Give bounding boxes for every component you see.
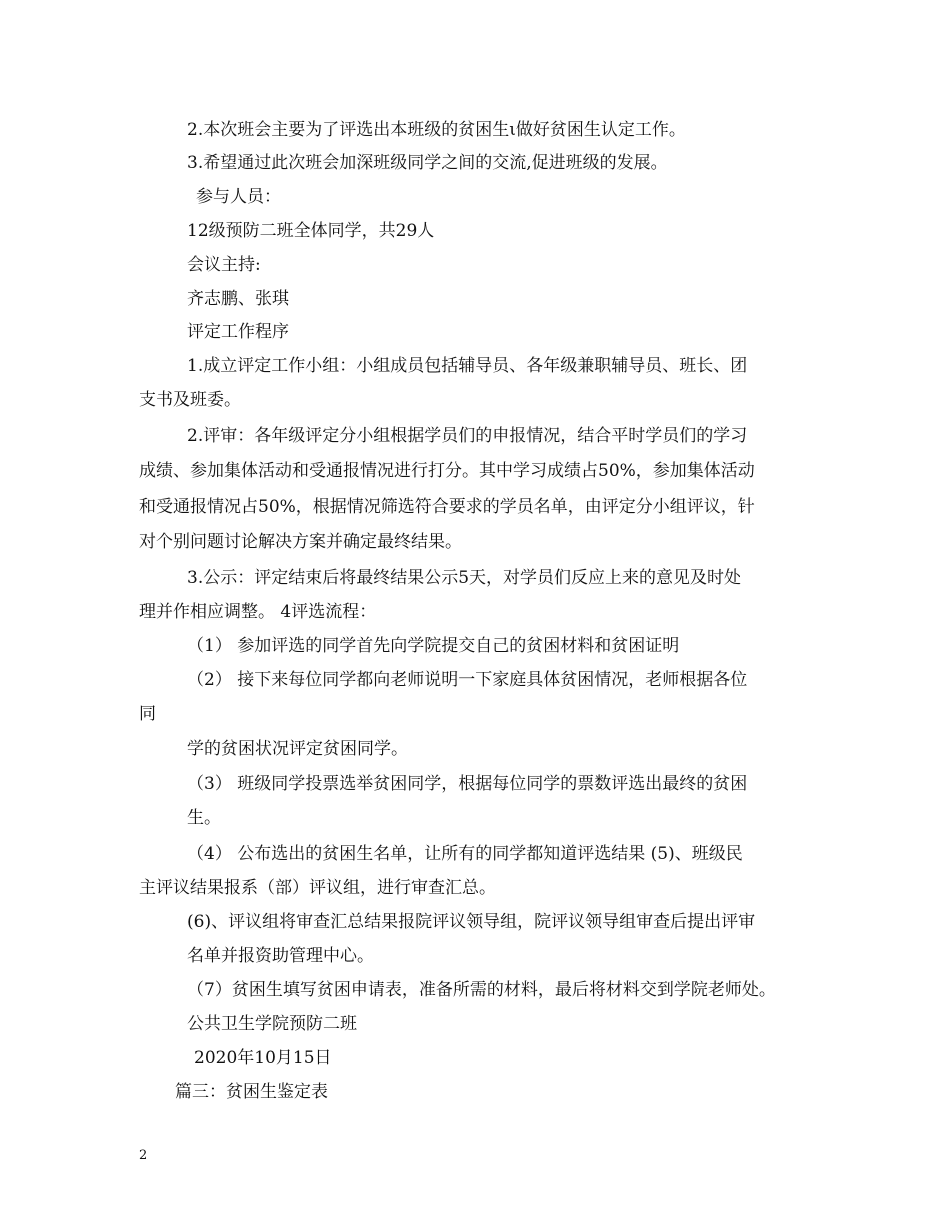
text-line: 学的贫困状况评定贫困同学。 [187, 739, 408, 759]
text-line: （7）贫困生填写贫困申请表，准备所需的材料，最后将材料交到学院老师处。 [187, 980, 776, 1000]
text-line: 会议主持: [187, 255, 261, 275]
text-line: 2.本次班会主要为了评选出本班级的贫困生ι做好贫困生认定工作。 [187, 120, 686, 140]
text-line: 3.希望通过此次班会加深班级同学之间的交流,促进班级的发展。 [187, 153, 668, 173]
text-line: 同 [139, 704, 156, 724]
text-line: 支书及班委。 [139, 390, 241, 410]
text-line: （3） 班级同学投票选举贫困同学，根据每位同学的票数评选出最终的贫困 [187, 774, 748, 794]
text-line: 12级预防二班全体同学，共29人 [187, 221, 435, 241]
text-line: （2） 接下来每位同学都向老师说明一下家庭具体贫困情况，老师根据各位 [187, 670, 748, 690]
page-number: 2 [139, 1148, 148, 1163]
text-line: 2.评审：各年级评定分小组根据学员们的申报情况，结合平时学员们的学习 [187, 426, 748, 446]
text-line: 理并作相应调整。 4评选流程： [139, 602, 377, 622]
text-line: 对个别问题讨论解决方案并确定最终结果。 [139, 532, 462, 552]
text-line: 评定工作程序 [187, 322, 289, 342]
text-line: 1.成立评定工作小组：小组成员包括辅导员、各年级兼职辅导员、班长、团 [187, 356, 748, 376]
section-heading: 篇三：贫困生鉴定表 [175, 1082, 328, 1102]
text-line: 名单并报资助管理中心。 [187, 946, 374, 966]
text-line: 参与人员： [196, 187, 281, 207]
text-line: 公共卫生学院预防二班 [187, 1014, 357, 1034]
text-line: （1） 参加评选的同学首先向学院提交自己的贫困材料和贫困证明 [187, 636, 680, 656]
text-line: 3.公示：评定结束后将最终结果公示5天，对学员们反应上来的意见及时处 [187, 568, 742, 588]
text-line: 齐志鹏、张琪 [187, 289, 289, 309]
text-line: 2020年10月15日 [194, 1048, 332, 1068]
text-line: 主评议结果报系（部）评议组，进行审查汇总。 [139, 878, 496, 898]
text-line: （4） 公布选出的贫困生名单，让所有的同学都知道评选结果 (5)、班级民 [187, 844, 743, 864]
text-line: 成绩、参加集体活动和受通报情况进行打分。其中学习成绩占50%，参加集体活动 [139, 461, 755, 481]
text-line: (6)、评议组将审查汇总结果报院评议领导组，院评议领导组审查后提出评审 [187, 912, 756, 932]
text-line: 和受通报情况占50%，根据情况筛选符合要求的学员名单，由评定分小组评议，针 [139, 497, 755, 517]
text-line: 生。 [187, 808, 221, 828]
